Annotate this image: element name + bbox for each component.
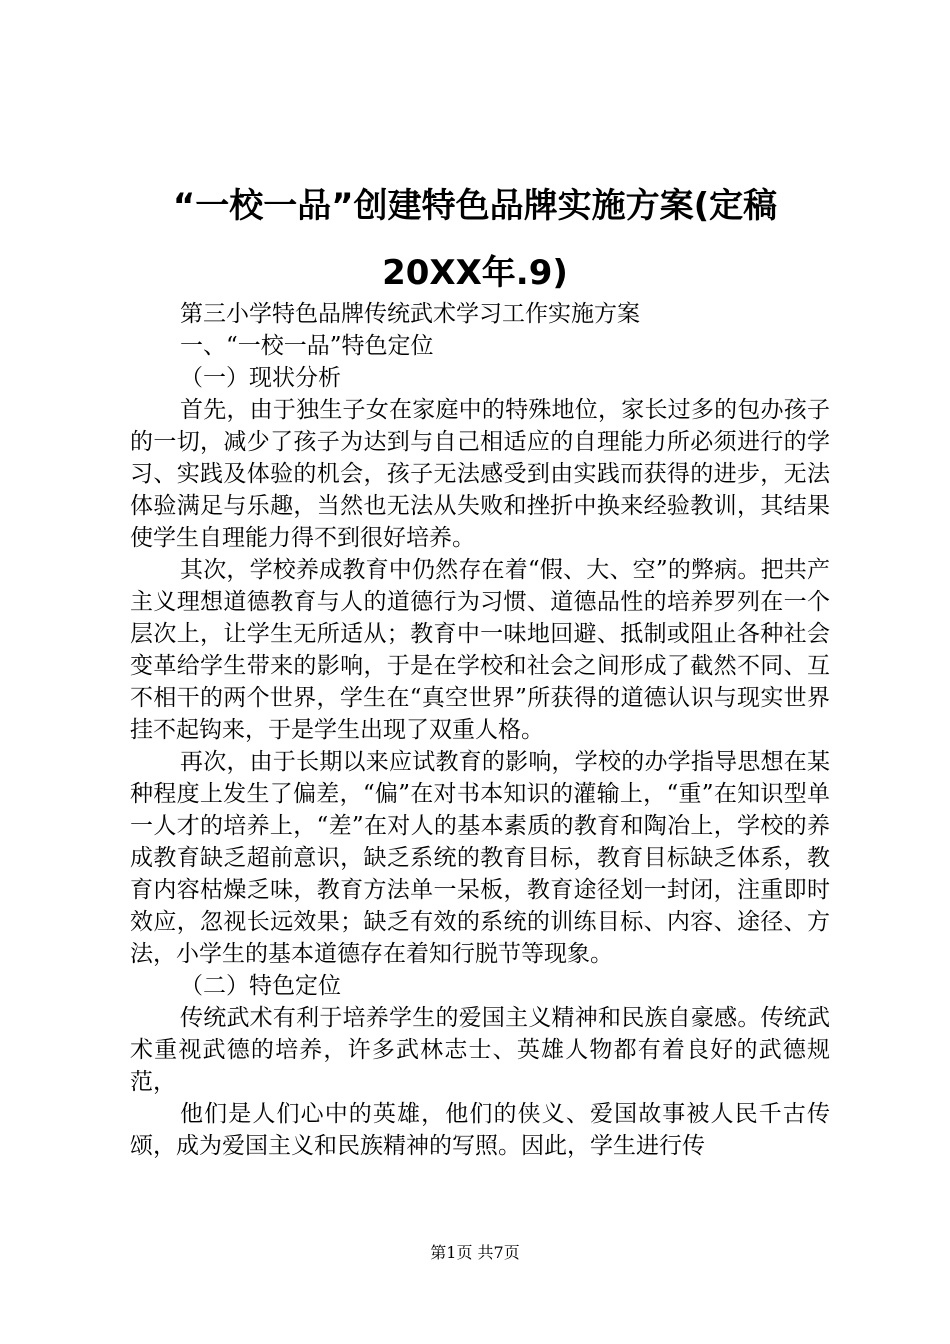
body-paragraph: 其次，学校养成教育中仍然存在着“假、大、空”的弊病。把共产主义理想道德教育与人的道德行为习惯、道德品性的培养罗列在一个层次上，让学生无所适从；教育中一味地回避、抵制或阻止各种社会变革给学生带来的影响，于是在学校和社会之间形成了截然不同、互不相干的两个世界，学生在“真空世界”所获得的道德认识与现实世界挂不起钩来，于是学生出现了双重人格。 — [130, 557, 830, 743]
body-paragraph: 首先，由于独生子女在家庭中的特殊地位，家长过多的包办孩子的一切，减少了孩子为达到与自己相适应的自理能力所必须进行的学习、实践及体验的机会，孩子无法感受到由实践而获得的进步，无法体验满足与乐趣，当然也无法从失败和挫折中换来经验教训，其结果使学生自理能力得不到很好培养。 — [130, 397, 830, 551]
body-paragraph: 再次，由于长期以来应试教育的影响，学校的办学指导思想在某种程度上发生了偏差，“偏”在对书本知识的灌输上，“重”在知识型单一人才的培养上，“差”在对人的基本素质的教育和陶冶上，学校的养成教育缺乏超前意识，缺乏系统的教育目标，教育目标缺乏体系，教育内容枯燥乏味，教育方法单一呆板，教育途径划一封闭，注重即时效应，忽视长远效果；缺乏有效的系统的训练目标、内容、途径、方法，小学生的基本道德存在着知行脱节等现象。 — [130, 749, 830, 967]
subsection-heading: （二）特色定位 — [180, 973, 341, 999]
page-number-footer: 第1页 共7页 — [430, 1243, 520, 1262]
subtitle-paragraph: 第三小学特色品牌传统武术学习工作实施方案 — [180, 301, 640, 327]
subsection-heading: （一）现状分析 — [180, 365, 341, 391]
body-paragraph: 他们是人们心中的英雄，他们的侠义、爱国故事被人民千古传颂，成为爱国主义和民族精神的写照。因此，学生进行传 — [130, 1101, 830, 1159]
document-title-line-2: 20XX年.9) — [382, 253, 568, 293]
document-body — [130, 298, 830, 1162]
body-paragraph: 传统武术有利于培养学生的爱国主义精神和民族自豪感。传统武术重视武德的培养，许多武林志士、英雄人物都有着良好的武德规范， — [130, 1005, 830, 1095]
document-title-line-1: “一校一品”创建特色品牌实施方案(定稿 — [172, 186, 778, 226]
section-heading: 一、“一校一品”特色定位 — [180, 333, 434, 359]
